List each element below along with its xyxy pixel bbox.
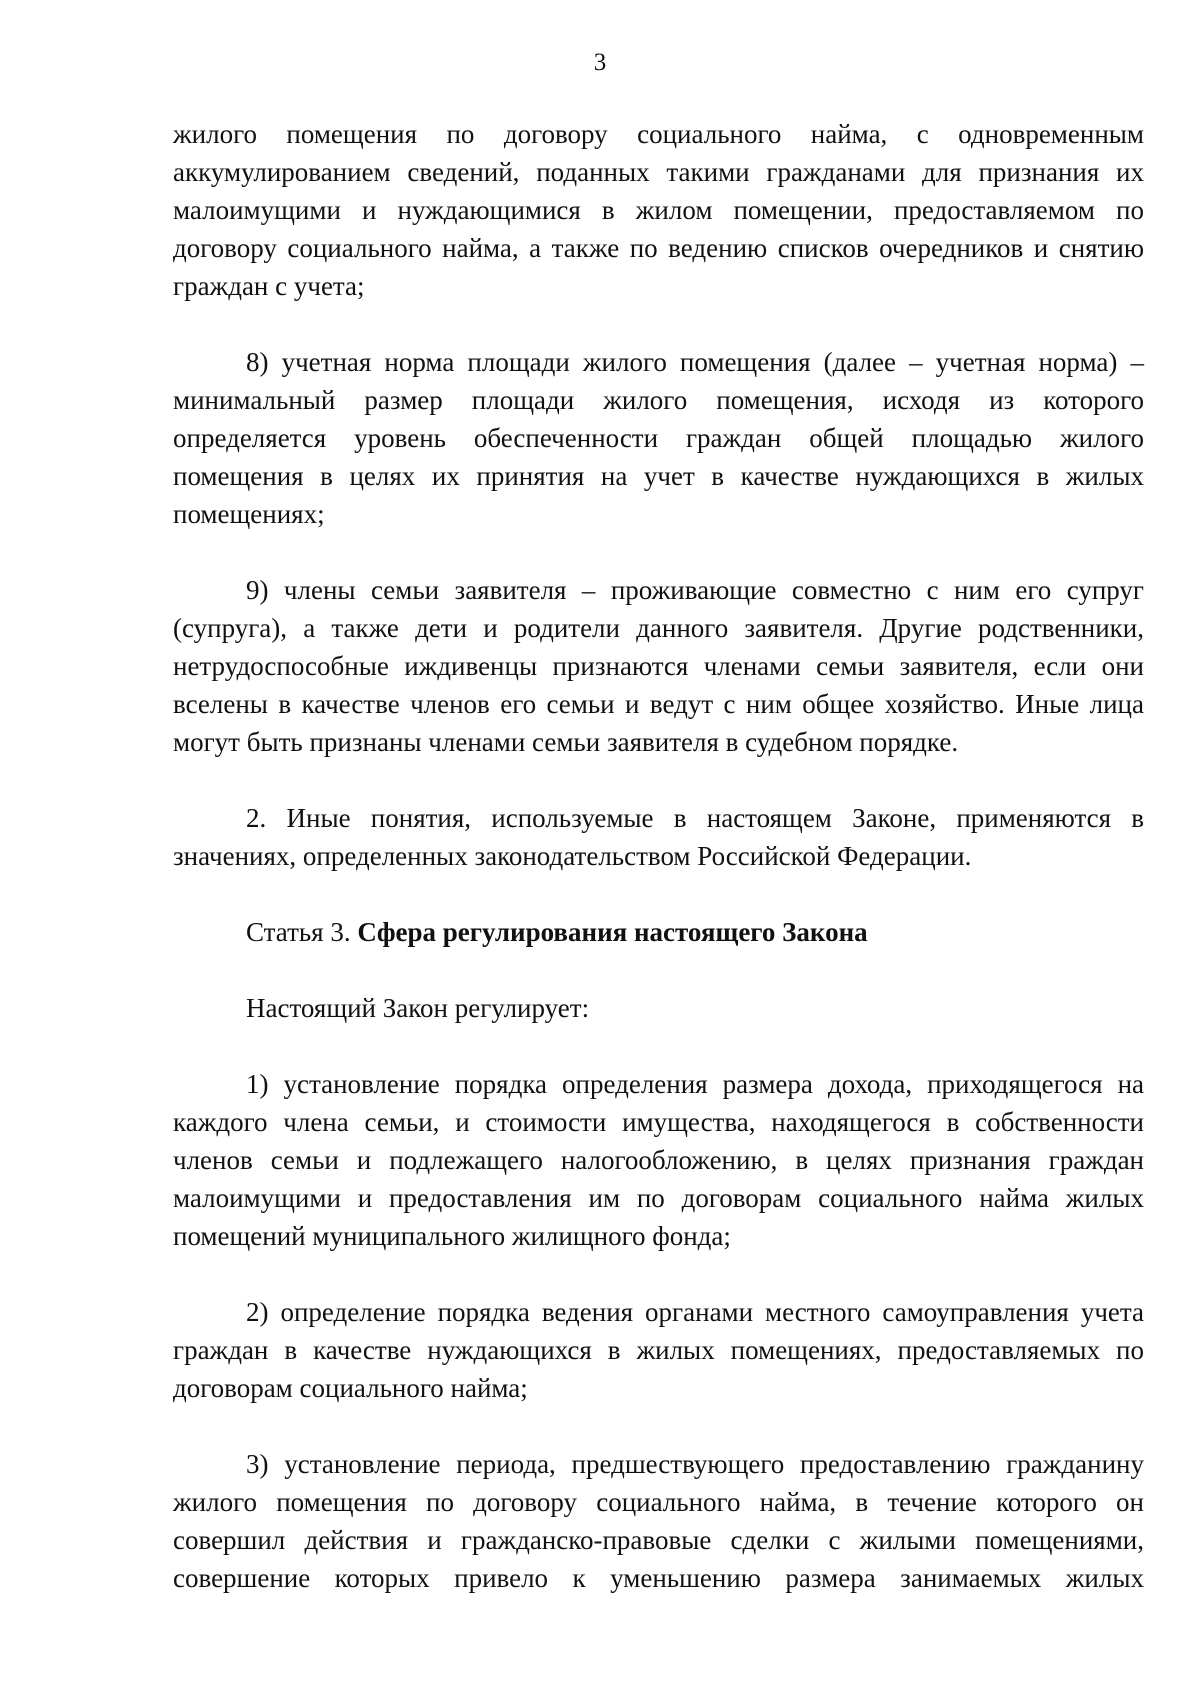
paragraph-item-9: 9) члены семьи заявителя – проживающие совместно с ним его супруг (супруга), а также дети и родители данного заявителя. Другие родственники, нетрудоспособные иждивенцы признаются членами семьи заявителя, если они вселены в качестве членов его семьи и ведут с ним общее хозяйство. Иные лица могут быть признаны членами семьи заявителя в судебном порядке.: [173, 575, 1144, 757]
article-label: Статья 3.: [246, 917, 351, 947]
page-number: 3: [593, 49, 607, 76]
document-body: [173, 115, 1144, 1597]
paragraph-item-2: 2) определение порядка ведения органами местного самоуправления учета граждан в качестве нуждающихся в жилых помещениях, предоставляемых по договорам социального найма;: [173, 1297, 1144, 1403]
paragraph-item-8: 8) учетная норма площади жилого помещения (далее – учетная норма) – минимальный размер площади жилого помещения, исходя из которого определяется уровень обеспеченности граждан общей площадью жилого помещения в целях их принятия на учет в качестве нуждающихся в жилых помещениях;: [173, 347, 1144, 529]
paragraph-continuation: жилого помещения по договору социального найма, с одновременным аккумулированием сведений, поданных такими гражданами для признания их малоимущими и нуждающимися в жилом помещении, предоставляемом по договору социального найма, а также по ведению списков очередников и снятию граждан с учета;: [173, 119, 1144, 301]
paragraph-item-1: 1) установление порядка определения размера дохода, приходящегося на каждого члена семьи, и стоимости имущества, находящегося в собственности членов семьи и подлежащего налогообложению, в целях признания граждан малоимущими и предоставления им по договорам социального найма жилых помещений муниципального жилищного фонда;: [173, 1069, 1144, 1251]
article-title: Сфера регулирования настоящего Закона: [357, 917, 868, 947]
paragraph-item-3: 3) установление периода, предшествующего предоставлению гражданину жилого помещения по договору социального найма, в течение которого он совершил действия и гражданско-правовые сделки с жилыми помещениями, совершение которых привело к уменьшению размера занимаемых жилых: [173, 1449, 1144, 1593]
paragraph-section-2: 2. Иные понятия, используемые в настоящем Законе, применяются в значениях, определенных законодательством Российской Федерации.: [173, 803, 1144, 871]
article-heading: [173, 913, 1144, 951]
paragraph-intro: Настоящий Закон регулирует:: [246, 993, 590, 1023]
